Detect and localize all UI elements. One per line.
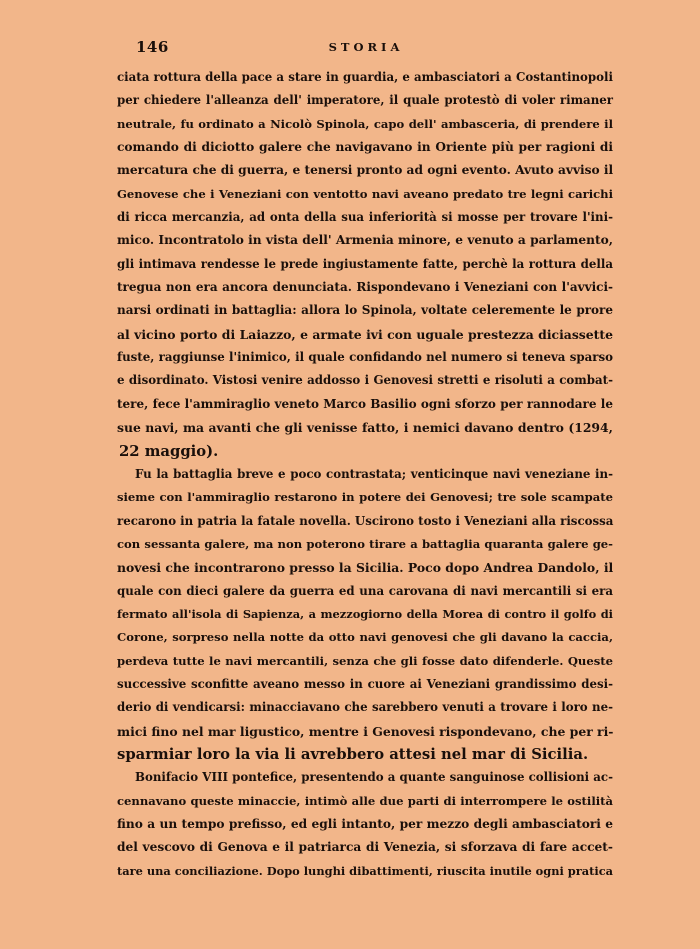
text-line: mercatura che di guerra, e tenersi pronto ad ogni evento. Avuto avviso il bbox=[117, 163, 614, 178]
text-line: fino a un tempo prefisso, ed egli intanto, per mezzo degli ambasciatori e bbox=[117, 817, 613, 831]
text-line: narsi ordinati in battaglia: allora lo Spinola, voltate celeremente le prore bbox=[117, 303, 613, 318]
text-line: recarono in patria la fatale novella. Uscirono tosto i Veneziani alla riscossa bbox=[117, 513, 614, 528]
text-line: per chiedere l'alleanza dell' imperatore, il quale protestò di voler rimaner bbox=[117, 93, 613, 108]
body-text bbox=[117, 66, 613, 883]
text-line: mici fino nel mar ligustico, mentre i Genovesi rispondevano, che per ri- bbox=[117, 723, 614, 739]
text-line: sieme con l'ammiraglio restarono in potere dei Genovesi; tre sole scampate bbox=[117, 490, 613, 505]
page-header bbox=[118, 38, 614, 58]
text-line: tere, fece l'ammiraglio veneto Marco Basilio ogni sforzo per rannodare le bbox=[117, 396, 613, 411]
text-line: tregua non era ancora denunciata. Rispondevano i Veneziani con l'avvici- bbox=[117, 280, 613, 295]
text-line: derio di vendicarsi: minacciavano che sarebbero venuti a trovare i loro ne- bbox=[117, 700, 613, 715]
text-line: al vicino porto di Laiazzo, e armate ivi con uguale prestezza diciassette bbox=[117, 326, 613, 342]
text-line: mico. Incontratolo in vista dell' Armenia minore, e venuto a parlamento, bbox=[117, 233, 613, 248]
paragraph-start-line: Bonifacio VIII pontefice, presentendo a quante sanguinose collisioni ac- bbox=[135, 770, 613, 785]
page-number: 146 bbox=[136, 38, 169, 56]
text-line: quale con dieci galere da guerra ed una carovana di navi mercantili si era bbox=[117, 583, 613, 598]
text-line: successive sconfitte aveano messo in cuore ai Veneziani grandissimo desi- bbox=[117, 676, 613, 691]
text-line: fermato all'isola di Sapienza, a mezzogiorno della Morea di contro il golfo di bbox=[117, 606, 613, 621]
text-line: gli intimava rendesse le prede ingiustamente fatte, perchè la rottura della bbox=[117, 256, 613, 271]
text-line: Genovese che i Veneziani con ventotto navi aveano predato tre legni carichi bbox=[117, 186, 613, 201]
text-line: 22 maggio). bbox=[119, 442, 219, 460]
text-line: novesi che incontrarono presso la Sicilia. Poco dopo Andrea Dandolo, il bbox=[117, 560, 614, 576]
text-line: sparmiar loro la via li avrebbero attesi nel mar di Sicilia. bbox=[117, 745, 589, 763]
running-head: STORIA bbox=[328, 40, 404, 54]
text-line: di ricca mercanzia, ad onta della sua inferiorità si mosse per trovare l'ini- bbox=[117, 210, 613, 225]
text-line: e disordinato. Vistosi venire addosso i Genovesi stretti e risoluti a combat- bbox=[117, 373, 613, 388]
text-line: del vescovo di Genova e il patriarca di Venezia, si sforzava di fare accet- bbox=[117, 840, 613, 855]
text-line: neutrale, fu ordinato a Nicolò Spinola, capo dell' ambasceria, di prendere il bbox=[117, 116, 613, 131]
text-line: perdeva tutte le navi mercantili, senza che gli fosse dato difenderle. Queste bbox=[117, 653, 613, 668]
text-line: tare una conciliazione. Dopo lunghi dibattimenti, riuscita inutile ogni pratica bbox=[117, 863, 614, 878]
text-line: Corone, sorpreso nella notte da otto navi genovesi che gli davano la caccia, bbox=[117, 630, 613, 645]
text-line: con sessanta galere, ma non poterono tirare a battaglia quaranta galere ge- bbox=[117, 536, 613, 551]
text-line: ciata rottura della pace a stare in guardia, e ambasciatori a Costantinopoli bbox=[117, 70, 613, 84]
paragraph-start-line: Fu la battaglia breve e poco contrastata; venticinque navi veneziane in- bbox=[135, 466, 613, 481]
text-line: fuste, raggiunse l'inimico, il quale confidando nel numero si teneva sparso bbox=[117, 350, 613, 365]
text-line: cennavano queste minaccie, intimò alle due parti di interrompere le ostilità bbox=[117, 793, 613, 808]
text-line: sue navi, ma avanti che gli venisse fatto, i nemici davano dentro (1294, bbox=[117, 420, 613, 436]
text-line: comando di diciotto galere che navigavano in Oriente più per ragioni di bbox=[117, 140, 613, 155]
